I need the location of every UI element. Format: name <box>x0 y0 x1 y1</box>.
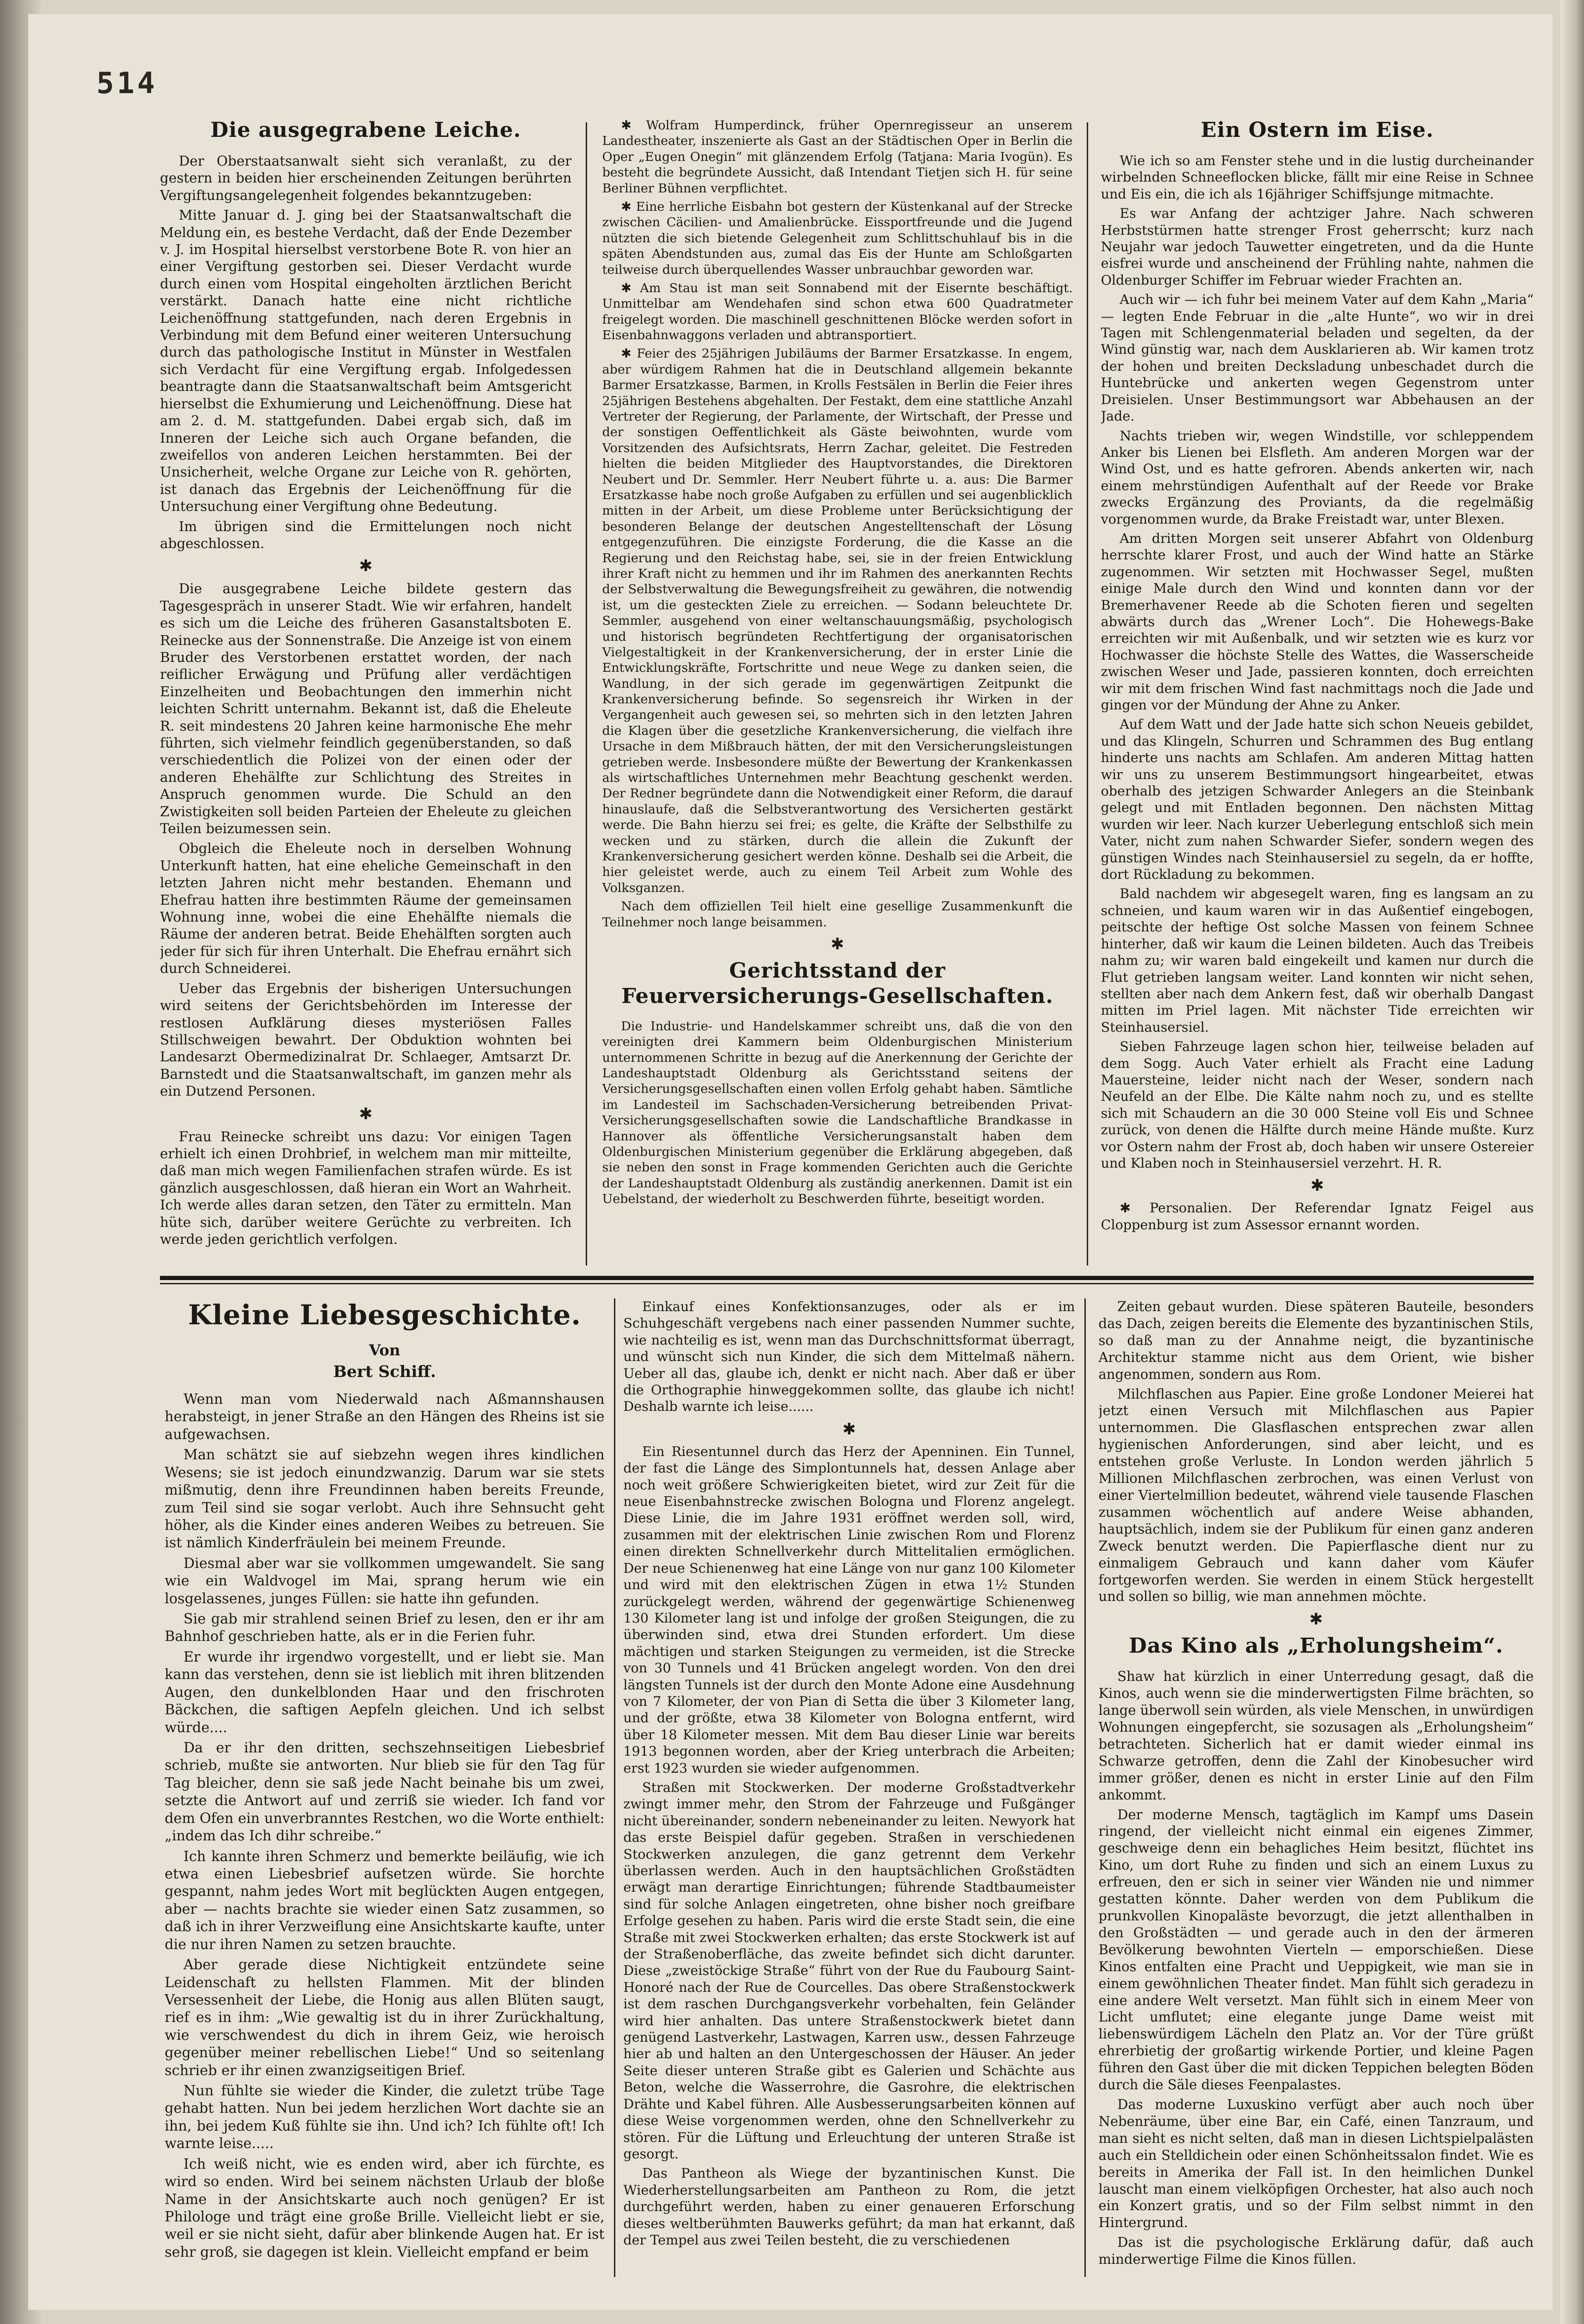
paragraph: Frau Reinecke schreibt uns dazu: Vor einigen Tagen erhielt ich einen Drohbrief, in welchem man mir mitteilte, daß man mich wegen Familienfachen strafen würde. Es ist gänzlich ausgeschlossen, daß hieran ein Wort an Wahrheit. Ich werde alles daran setzen, den Täter zu ermitteln. Man hüte sich, darüber weitere Gerüchte zu verbreiten. Ich werde jeden gerichtlich verfolgen. <box>160 1128 572 1247</box>
paragraph: ✱ Eine herrliche Eisbahn bot gestern der Küstenkanal auf der Strecke zwischen Cäcilien- und Amalienbrücke. Eissportfreunde und die Jugend nützten die sich bietende Gelegenheit zum Schlittschuhlauf bis in die späten Abendstunden aus, zumal das Eis der Hunte am Schloßgarten teilweise durch überquellendes Wasser unbrauchbar geworden war. <box>602 199 1073 277</box>
paragraph: Der moderne Mensch, tagtäglich im Kampf ums Dasein ringend, der vielleicht nicht einmal ein eigenes Zimmer, geschweige denn ein behagliches Heim besitzt, flüchtet ins Kino, um dort Ruhe zu finden und sich an einem Luxus zu erfreuen, den er sich in seiner vier Wänden nie und nimmer gestatten könnte. Daher werden von dem Publikum die prunkvollen Kinopaläste bevorzugt, die jetzt allenthalben in den Großstädten — und gerade auch in den der ärmeren Bevölkerung bewohnten Vierteln — emporschießen. Diese Kinos entfalten eine Pracht und Ueppigkeit, wie man sie in einem gewöhnlichen Theater findet. Man fühlt sich geradezu in eine andere Welt versetzt. Man fühlt sich in einem Meer von Licht umflutet; eine elegante junge Dame weist mit liebenswürdigem Lächeln den Platz an. Vor der Türe grüßt ehrerbietig der großartig wirkende Portier, und kleine Pagen führen den Gast über die mit dicken Teppichen belegten Böden durch die Säle dieses Feenpalastes. <box>1098 1807 1534 2093</box>
paragraphs-gerichtsstand <box>602 1019 1073 1207</box>
paragraph: Bald nachdem wir abgesegelt waren, fing es langsam an zu schneien, und kaum waren wir in das Außentief eingebogen, peitschte der heftige Ost solche Massen von feinem Schnee hinterher, daß wir kaum die Leinen bildeten. Auch das Treibeis nahm zu; wir waren bald eingekeilt und kamen nur durch die Flut getrieben langsam weiter. Land konnten wir nicht sehen, stellten aber nach dem Ankern fest, daß wir oberhalb Dangast mitten im Priel lagen. Mit nächster Tide erreichten wir Steinhausersiel. <box>1101 886 1534 1035</box>
separator-star: ✱ <box>1310 1176 1324 1195</box>
article-ostern <box>1101 118 1534 1265</box>
headline-liebesgeschichte: Kleine Liebesgeschichte. <box>188 1299 581 1331</box>
paragraph: Ich kannte ihren Schmerz und bemerkte beiläufig, wie ich etwa einen Liebesbrief aufsetzen würde. Sie horchte gespannt, nahm jedes Wort mit beglückten Augen entgegen, aber — nachts brachte sie wieder einen Satz zusammen, so daß ich in ihrer Verzweiflung eine Ansichtskarte kaufte, unter die nur ihren Namen zu setzen brauchte. <box>165 1848 605 1953</box>
paragraph: Am dritten Morgen seit unserer Abfahrt von Oldenburg herrschte klarer Frost, und auch der Wind hatte an Stärke zugenommen. Wir setzten mit Hochwasser Segel, mußten einige Male durch den Wind und konnten dann vor der Bremerhavener Reede ab die Schoten fieren und segelten abwärts durch das „Wrener Loch“. Die Hohewegs-Bake erreichten wir mit Außenbalk, und wir setzten wie es kurz vor Hochwasser die höchste Stelle des Wattes, die Wasserscheide zwischen Weser und Jade, passieren konnten, doch erreichten wir mit dem frischen Wind fast nachmittags noch die Jade und gingen vor der Mündung der Ahne zu Anker. <box>1101 530 1534 713</box>
column-rule <box>614 1298 615 2277</box>
paragraph: Da er ihr den dritten, sechszehnseitigen Liebesbrief schrieb, mußte sie antworten. Nur blieb sie für den Tag für Tag bleicher, denn sie saß jede Nacht beinahe bis um zwei, setzte die Antwort auf und zerriß sie wieder. Ich fand vor dem Ofen ein unverbranntes Restchen, wo die Worte enthielt: „indem das Ich dihr schreibe.“ <box>165 1740 605 1845</box>
column-rule <box>1087 122 1088 1265</box>
paragraph: Zeiten gebaut wurden. Diese späteren Bauteile, besonders das Dach, zeigen bereits die Elemente des byzantinischen Stils, so daß man zu der Annahme neigt, die byzantinische Architektur stamme nicht aus dem Orient, wie bisher angenommen, sondern aus Rom. <box>1098 1299 1534 1382</box>
paragraph: Die ausgegrabene Leiche bildete gestern das Tagesgespräch in unserer Stadt. Wie wir erfahren, handelt es sich um die Leiche des früheren Gasanstaltsboten E. Reinecke aus der Sonnenstraße. Die Anzeige ist von einem Bruder des Verstorbenen erstattet worden, der nach reiflicher Erwägung und Prüfung aller verdächtigen Einzelheiten und Beobachtungen den immerhin nicht leichten Schritt unternahm. Bekannt ist, daß die Eheleute R. seit mindestens 20 Jahren keine harmonische Ehe mehr führten, sich vielmehr feindlich gegenüberstanden, so daß verschiedentlich die Polizei von der einen oder der anderen Ehehälfte zur Schlichtung des Streites in Anspruch genommen wurde. Die Schuld an den Zwistigkeiten soll beiden Parteien der Eheleute zu gleichen Teilen beizumessen sein. <box>160 581 572 837</box>
paragraph: ✱ Am Stau ist man seit Sonnabend mit der Eisernte beschäftigt. Unmittelbar am Wendehafen sind schon etwa 600 Quadratmeter freigelegt worden. Die maschinell geschnittenen Blöcke werden sofort in Eisenbahnwaggons verladen und abtransportiert. <box>602 280 1073 343</box>
paragraph: Sieben Fahrzeuge lagen schon hier, teilweise beladen auf dem Sogg. Auch Vater erhielt als Fracht eine Ladung Mauersteine, leider nicht nach der Weser, sondern nach Neufeld an der Elbe. Die Kälte nahm noch zu, und es stellte sich mit Schaudern an die 30 000 Steine voll Eis und Schnee zurück, von denen die Hälfte durch meine Hände mußte. Kurz vor Ostern nahm der Frost ab, doch haben wir unsere Ostereier und Klaben noch in Steinhausersiel verzehrt. H. R. <box>1101 1039 1534 1171</box>
paragraph: Es war Anfang der achtziger Jahre. Nach schweren Herbststürmen hatte strenger Frost geherrscht; kurz nach Neujahr war jedoch Tauwetter eingetreten, und da die Hunte eisfrei wurde und anscheinend der Frühling nahte, nahmen die Oldenburger Schiffer im Februar wieder Frachten an. <box>1101 206 1534 288</box>
paragraphs-continuation <box>623 1298 1075 1415</box>
separator-star: ✱ <box>359 557 373 576</box>
byline: Von <box>369 1341 400 1359</box>
paragraph: Nach dem offiziellen Teil hielt eine gesellige Zusammenkunft die Teilnehmer noch lange beisammen. <box>602 899 1073 930</box>
story-liebesgeschichte <box>165 1298 605 2277</box>
paragraph: Das ist die psychologische Erklärung dafür, daß auch minderwertige Filme die Kinos füllen. <box>1098 2235 1534 2268</box>
headline-leiche: Die ausgegrabene Leiche. <box>210 118 521 142</box>
paragraph: Das moderne Luxuskino verfügt aber auch noch über Nebenräume, über eine Bar, ein Café, einen Tanzraum, und man sieht es nicht selten, daß man in diesen Lichtspielpalästen auch ein Stelldichein oder einen Schönheitssalon findet. Wie es bereits in Amerika der Fall ist. In den heimlichen Dunkel lauscht man einem vielköpfigen Orchester, hat also auch noch ein Konzert gratis, und so der Film selbst nimmt in den Hintergrund. <box>1098 2096 1534 2231</box>
paragraphs-miscellany <box>623 1443 1075 2249</box>
paragraph: Wenn man vom Niederwald nach Aßmannshausen herabsteigt, in jener Straße an den Hängen des Rheins ist sie aufgewachsen. <box>165 1391 605 1443</box>
paragraph: Nachts trieben wir, wegen Windstille, vor schleppendem Anker bis Lienen bei Elsfleth. Am anderen Morgen war der Wind Ost, und es hatte gefroren. Abends ankerten wir, nach einem mehrstündigen Aufenthalt auf der Reede vor Brake zwecks Ergänzung des Proviants, da die regelmäßig vorgenommen wurde, da Brake Freistadt war, unter Blexen. <box>1101 428 1534 527</box>
paragraph: ✱ Personalien. Der Referendar Ignatz Feigel aus Cloppenburg ist zum Assessor ernannt worden. <box>1101 1200 1534 1233</box>
page-edge-shadow <box>1560 0 1584 2324</box>
paragraph: ✱ Wolfram Humperdinck, früher Opernregisseur an unserem Landestheater, inszenierte als Gast an der Städtischen Oper in Berlin die Oper „Eugen Onegin“ mit glänzendem Erfolg (Tatjana: Maria Ivogün). Es besteht die begründete Aussicht, daß Intendant Tietjen sich H. für seine Berliner Bühnen verpflichtet. <box>602 118 1073 196</box>
paragraphs-personalien <box>1101 1200 1534 1233</box>
column-rule <box>586 122 587 1265</box>
local-news-items <box>602 118 1073 930</box>
paragraph: Mitte Januar d. J. ging bei der Staatsanwaltschaft die Meldung ein, es bestehe Verdacht, daß der Ende Dezember v. J. im Hospital hierselbst verstorbene Bote R. von hier an einer Vergiftung gestorben sei. Dieser Verdacht wurde durch einen vom Hospital eingeholten ärztlichen Bericht verstärkt. Danach hatte eine nicht richtliche Leichenöffnung stattgefunden, nach deren Ergebnis in Verbindung mit dem Befund einer weiteren Untersuchung durch das pathologische Institut in Münster in Westfalen sich Verdacht für eine Vergiftung ergab. Infolgedessen beantragte dann die Staatsanwaltschaft beim Amtsgericht hierselbst die Exhumierung und Leichenöffnung. Diese hat am 2. d. M. stattgefunden. Dabei ergab sich, daß im Inneren der Leiche sich auch Organe befanden, die zweifellos von anderen Leichen herstammten. Bei der Unsicherheit, welche Organe zur Leiche von R. gehörten, ist danach das Ergebnis der Leichenöffnung für die Untersuchung einer Vergiftung ohne Bedeutung. <box>160 207 572 515</box>
paragraph: Einkauf eines Konfektionsanzuges, oder als er im Schuhgeschäft vergebens nach einer passenden Nummer suchte, wie nachteilig es ist, wenn man das Durchschnittsformat überragt, und wünscht sich nun Kinder, die sich dem Mittelmaß nähern. Ueber all das, glaube ich, denkt er nicht nach. Aber daß er über die Orthographie hinweggekommen sollte, das glaube ich nicht! Deshalb warnte ich leise...... <box>623 1299 1075 1415</box>
paragraph: Ueber das Ergebnis der bisherigen Untersuchungen wird seitens der Gerichtsbehörden im Interesse der restlosen Aufklärung dieses mysteriösen Falles Stillschweigen bewahrt. Der Obduktion wohnten bei Landesarzt Obermedizinalrat Dr. Schlaeger, Amtsarzt Dr. Barnstedt und die Staatsanwaltschaft, im ganzen mehr als ein Dutzend Personen. <box>160 980 572 1099</box>
author: Bert Schiff. <box>333 1362 436 1381</box>
separator-star: ✱ <box>359 1104 373 1123</box>
column-rule <box>1084 1298 1086 2277</box>
paragraph: Diesmal aber war sie vollkommen umgewandelt. Sie sang wie ein Waldvogel im Mai, sprang herum wie ein losgelassenes, junges Füllen: sie hatte ihn gefunden. <box>165 1555 605 1607</box>
paragraphs-1 <box>160 152 572 552</box>
paragraph: Obgleich die Eheleute noch in derselben Wohnung Unterkunft hatten, hat eine eheliche Gemeinschaft in den letzten Jahren nicht mehr bestanden. Ehemann und Ehefrau hatten ihre bestimmten Räume der gemeinsamen Wohnung inne, wobei die eine Ehehälfte niemals die Räume der anderen betrat. Beide Ehehälften sorgten auch jeder für sich für ihren Unterhalt. Die Ehefrau ernährt sich durch Schneiderei. <box>160 840 572 977</box>
paragraph: ✱ Feier des 25jährigen Jubiläums der Barmer Ersatzkasse. In engem, aber würdigem Rahmen hat die in Deutschland allgemein bekannte Barmer Ersatzkasse, Barmen, in Krolls Festsälen in Berlin die Feier ihres 25jährigen Bestehens abgehalten. Der Festakt, dem eine stattliche Anzahl Vertreter der Regierung, der Parlamente, der Wirtschaft, der Presse und der sonstigen Oeffentlichkeit als Gäste beiwohnten, wurde vom Vorsitzenden des Aufsichtsrats, Herrn Zachar, geleitet. Die Festreden hielten die beiden Mitglieder des Hauptvorstandes, die Direktoren Neubert und Dr. Semmler. Herr Neubert führte u. a. aus: Die Barmer Ersatzkasse habe noch große Aufgaben zu erfüllen und sei augenblicklich mitten in der Arbeit, um diese Probleme unter Berücksichtigung der besonderen Belange der deutschen Angestelltenschaft der Lösung entgegenzuführen. Die einzigste Forderung, die die Kasse an die Regierung und den Reichstag habe, sei, sie in der freien Entwicklung ihrer Kraft nicht zu hemmen und ihr im Rahmen des anerkannten Rechts der Selbstverwaltung die Bewegungsfreiheit zu gewähren, die notwendig ist, um die gesteckten Ziele zu erreichen. — Sodann beleuchtete Dr. Semmler, ausgehend von einer weltanschauungsmäßig, psychologisch und historisch begründeten Rechtfertigung der organisatorischen Vielgestaltigkeit in der Krankenversicherung, der in erster Linie die Entwicklungskräfte, Fortschritte und neue Wege zu danken seien, die Wandlung, in der sich gerade im gegenwärtigen Zeitpunkt die Krankenversicherung befinde. So segensreich ihr Wirken in der Vergangenheit auch gewesen sei, so mehrten sich in den letzten Jahren die Klagen über die gesetzliche Krankenversicherung, die vielfach ihre Ursache in dem Mißbrauch hätten, der mit den Versicherungsleistungen getrieben werde. Insbesondere müßte der Bewertung der Krankenkassen als wirtschaftliches Unternehmen mehr Beachtung geschenkt werden. Der Redner begründete dann die Notwendigkeit einer Reform, die darauf hinauslaufe, daß die Selbstverantwortung des Versicherten gestärkt werde. Die Bahn hierzu sei frei; es gelte, die Kräfte der Selbsthilfe zu wecken und zu stärken, durch die allein die Zukunft der Krankenversicherung gesichert werden könne. Deshalb sei die Arbeit, die hier geleistet werde, auch zu einem Teil Arbeit zum Wohle des Volksganzen. <box>602 346 1073 895</box>
paragraph: Ein Riesentunnel durch das Herz der Apenninen. Ein Tunnel, der fast die Länge des Simplontunnels hat, dessen Anlage aber noch weit größere Schwierigkeiten bietet, wird zur Zeit für die neue Eisenbahnstrecke zwischen Bologna und Florenz angelegt. Diese Linie, die im Jahre 1931 eröffnet werden soll, wird, zusammen mit der elektrischen Linie zwischen Rom und Florenz einen direkten Schnellverkehr durch Mittelitalien ermöglichen. Der neue Schienenweg hat eine Länge von nur ganz 100 Kilometer und wird mit den elektrischen Zügen in etwa 1½ Stunden zurückgelegt werden, während der gegenwärtige Schienenweg 130 Kilometer lang ist und infolge der großen Steigungen, die zu überwinden sind, etwa drei Stunden erfordert. Um diese mächtigen und starken Steigungen zu vermeiden, ist die Strecke von 30 Tunnels und 41 Brücken angelegt worden. Von den drei längsten Tunnels ist der durch den Monte Adone eine Ausdehnung von 7 Kilometer, der von Pian di Setta die über 3 Kilometer lang, und der größte, etwa 38 Kilometer von Bologna entfernt, wird über 18 Kilometer messen. Mit dem Bau dieser Linie war bereits 1913 begonnen worden, aber der Krieg unterbrach die Arbeiten; erst 1923 wurden sie wieder aufgenommen. <box>623 1443 1075 1776</box>
paragraph: Shaw hat kürzlich in einer Unterredung gesagt, daß die Kinos, auch wenn sie die minderwertigsten Filme brächten, so lange überwoll sein würden, als viele Menschen, in unwürdigen Wohnungen eingepfercht, sie sozusagen als „Erholungsheim“ betrachteten. Sicherlich hat er damit wieder einmal ins Schwarze getroffen, denn die Zahl der Kinobesucher wird immer größer, denen es nicht in erster Linie auf den Film ankommt. <box>1098 1669 1534 1803</box>
paragraphs-3 <box>160 1128 572 1248</box>
article-kino <box>1098 1298 1534 2277</box>
paragraph: Der Oberstaatsanwalt sieht sich veranlaßt, zu der gestern in beiden hier erscheinenden Zeitungen berührten Vergiftungsangelegenheit folgendes bekanntzugeben: <box>160 153 572 203</box>
headline-kino: Das Kino als „Erholungsheim“. <box>1129 1634 1504 1658</box>
feuilleton-rule <box>160 1276 1534 1280</box>
paragraph: Milchflaschen aus Papier. Eine große Londoner Meierei hat jetzt einen Versuch mit Milchflaschen aus Papier unternommen. Die Glasflaschen entsprechen zwar allen hygienischen Anforderungen, sind aber leicht, und es entstehen große Verluste. In London werden jährlich 5 Millionen Milchflaschen zerbrochen, was einen Verlust von einer Viertelmillion bedeutet, während viele tausende Flaschen zusammen wöchentlich auf andere Weise abhanden, hauptsächlich, indem sie der Publikum für einen ganz anderen Zweck benutzt werden. Die Papierflasche dient nur zu einmaligem Gebrauch und kann daher vom Käufer fortgeworfen werden. Sie werden in einem Stück hergestellt und sollen so billig, wie man annehmen möchte. <box>1098 1386 1534 1605</box>
paragraph: Nun fühlte sie wieder die Kinder, die zuletzt trübe Tage gehabt hatten. Nun bei jedem herzlichen Wort dachte sie an ihn, bei jedem Kuß fühlte sie ihn. Und ich? Ich fühlte oft! Ich warnte leise..... <box>165 2083 605 2152</box>
page-number: 514 <box>96 66 158 100</box>
paragraph: Wie ich so am Fenster stehe und in die lustig durcheinander wirbelnden Schneeflocken blicke, fällt mir eine Reise in Schnee und Eis ein, die ich als 16jähriger Schiffsjunge mitmachte. <box>1101 153 1534 202</box>
paragraph: Sie gab mir strahlend seinen Brief zu lesen, den er ihr am Bahnhof geschrieben hatte, als er in die Ferien fuhr. <box>165 1611 605 1645</box>
paragraphs-ostern <box>1101 152 1534 1171</box>
paragraphs-story <box>165 1391 605 2261</box>
paragraph: Auf dem Watt und der Jade hatte sich schon Neueis gebildet, und das Klingeln, Schurren und Schrammen des Bug entlang hinderte uns nachts am Schlafen. Am anderen Mittag hatten wir uns zu unserem Bestimmungsort hingearbeitet, etwas oberhalb des jetzigen Schwarder Anlegers an die Steinbank gelegt und mit Entladen begonnen. Den nächsten Mittag wurden wir leer. Nach kurzer Ueberlegung entschloß sich mein Vater, nicht zum nahen Schwarder Siefer, sondern wegen des günstigen Windes nach Steinhausersiel zu segeln, da er hoffte, dort Rückladung zu bekommen. <box>1101 716 1534 883</box>
paragraph: Ich weiß nicht, wie es enden wird, aber ich fürchte, es wird so enden. Wird bei seinem nächsten Urlaub der bloße Name in der Ansichtskarte auch noch genügen? Er ist Philologe und trägt eine große Brille. Vielleicht liebt er sie, weil er sie nicht sieht, dafür aber blinkende Augen hat. Er ist sehr groß, sie dagegen ist klein. Vielleicht empfand er beim <box>165 2156 605 2260</box>
article-leiche <box>160 118 572 1265</box>
headline-ostern: Ein Ostern im Eise. <box>1201 118 1434 142</box>
paragraph: Straßen mit Stockwerken. Der moderne Großstadtverkehr zwingt immer mehr, den Strom der Fahrzeuge und Fußgänger nicht übereinander, sondern nebeneinander zu leiten. Newyork hat das erste Beispiel dafür gegeben. Straßen in verschiedenen Stockwerken anzulegen, die ganz getrennt dem Verkehr überlassen werden. Auch in den hauptsächlichen Großstädten erwägt man derartige Einrichtungen; führende Stadtbaumeister sind für solche Anlagen eingetreten, ohne bisher noch greifbare Erfolge gesehen zu haben. Paris wird die erste Stadt sein, die eine Straße mit zwei Stockwerken erhalten; das erste Stockwerk ist auf der Straßenoberfläche, das zweite befindet sich dicht darunter. Diese „zweistöckige Straße“ führt von der Rue du Faubourg Saint-Honoré nach der Rue de Courcelles. Das obere Straßenstockwerk ist dem raschen Durchgangsverkehr vorbehalten, fein Geländer wird hier anhalten. Das untere Straßenstockwerk bietet dann genügend Lastverkehr, Lastwagen, Karren usw., dessen Fahrzeuge hier ab und halten an den Untergeschossen der Häuser. An jeder Seite dieser unteren Straße gibt es Galerien und Schächte aus Beton, welche die Wasserrohre, die Gasrohre, die elektrischen Drähte und Kabel führen. Alle Ausbesserungsarbeiten können auf diese Weise vorgenommen werden, ohne den Schnellverkehr zu stören. Für die Lüftung und Erleuchtung der unteren Straße ist gesorgt. <box>623 1779 1075 2162</box>
paragraph: Im übrigen sind die Ermittelungen noch nicht abgeschlossen. <box>160 518 572 551</box>
paragraph: Die Industrie- und Handelskammer schreibt uns, daß die von den vereinigten drei Kammern beim Oldenburgischen Ministerium unternommenen Schritte in bezug auf die Anerkennung der Gerichte der Landeshauptstadt Oldenburg als Gerichtsstand seitens der Versicherungsgesellschaften einen vollen Erfolg gehabt haben. Sämtliche im Landesteil im Sachschaden-Versicherung betreibenden Privat-Versicherungsgesellschaften sowie die Landschaftliche Brandkasse in Hannover als öffentliche Versicherungsanstalt haben dem Oldenburgischen Ministerium gegenüber die Erklärung abgegeben, daß sie neben den sonst in Frage kommenden Gerichten auch die Gerichte der Landeshauptstadt Oldenburg als zuständig anerkennen. Damit ist ein Uebelstand, der wiederholt zu Beschwerden führte, beseitigt worden. <box>602 1019 1073 1207</box>
paragraphs-milk <box>1098 1298 1534 1605</box>
paragraphs-kino <box>1098 1668 1534 2268</box>
separator-star: ✱ <box>842 1419 856 1439</box>
feuilleton-rule-thin <box>160 1283 1534 1284</box>
paragraph: Er wurde ihr irgendwo vorgestellt, und er liebt sie. Man kann das verstehen, denn sie ist lieblich mit ihren blitzenden Augen, den dunkelblonden Haar und den frischroten Bäckchen, die saftigen Aepfeln gleichen. Und ich selbst würde.... <box>165 1648 605 1736</box>
paragraph: Auch wir — ich fuhr bei meinem Vater auf dem Kahn „Maria“ — legten Ende Februar in die „alte Hunte“, wo wir in drei Tagen mit Schlengenmaterial beladen und segelten, da der Wind günstig war, nach dem Ausklarieren ab. Wir kamen trotz der hohen und breiten Decksladung unbeschadet durch die Huntebrücke und ankerten wegen Gegenstrom unter Dreisielen. Unser Bestimmungsort war Abbehausen an der Jade. <box>1101 292 1534 424</box>
paragraph: Man schätzt sie auf siebzehn wegen ihres kindlichen Wesens; sie ist jedoch einundzwanzig. Darum war sie stets mißmutig, denn ihre Freundinnen haben bereits Freunde, zum Teil sind sie sogar verlobt. Auch ihre Sehnsucht geht höher, als die Kinder eines anderen Weibes zu betreuen. Sie ist nämlich Kinderfräulein bei meinem Freunde. <box>165 1447 605 1552</box>
headline-gerichtsstand: Gerichtsstand der Feuerversicherungs-Gesellschaften. <box>621 958 1054 1008</box>
local-news-column <box>602 118 1073 1265</box>
separator-star: ✱ <box>1309 1610 1323 1629</box>
separator-star: ✱ <box>830 934 844 954</box>
paragraph: Das Pantheon als Wiege der byzantinischen Kunst. Die Wiederherstellungsarbeiten am Pantheon zu Rom, die jetzt durchgeführt werden, haben zu einer genaueren Erforschung dieses weltberühmten Bauwerks geführt; da man hat erkannt, daß der Tempel aus zwei Teilen besteht, die zu verschiedenen <box>623 2165 1075 2248</box>
paragraph: Aber gerade diese Nichtigkeit entzündete seine Leidenschaft zu hellsten Flammen. Mit der blinden Versessenheit der Liebe, die Honig aus allen Blüten saugt, rief es in ihm: „Wie gewaltig ist du in ihrer Zurückhaltung, wie verschwendest du dich in ihrem Geiz, wie heroisch gegenüber meiner rebellischen Liebe!“ Und so seitenlang schrieb er ihr einen zwanzigseitigen Brief. <box>165 1957 605 2079</box>
miscellany-column <box>623 1298 1075 2277</box>
paragraphs-2 <box>160 580 572 1099</box>
